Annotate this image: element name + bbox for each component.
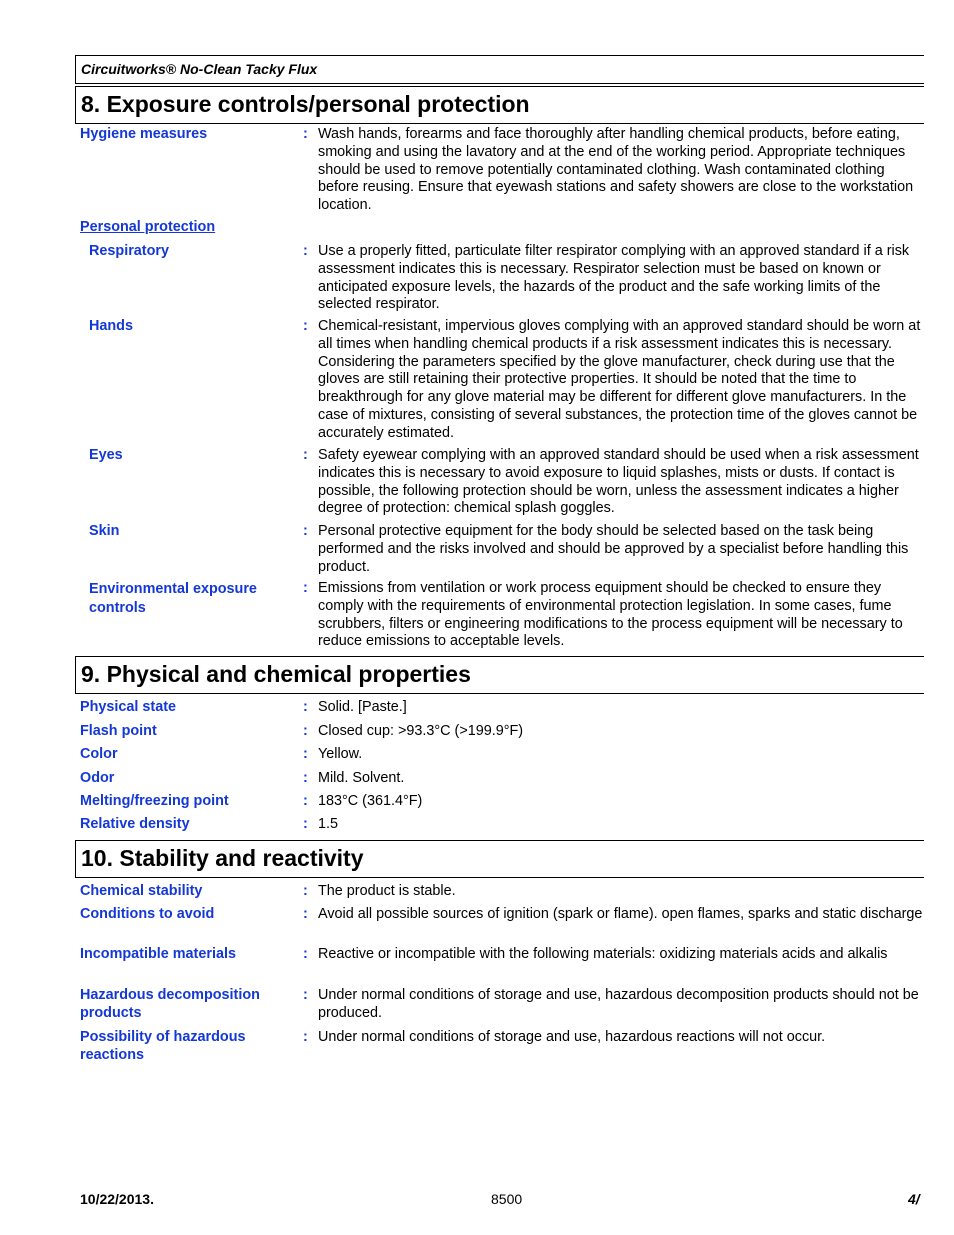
colon: : — [303, 447, 308, 463]
colon: : — [303, 816, 308, 832]
colon: : — [303, 523, 308, 539]
hazardous-reactions-value: Under normal conditions of storage and use, hazardous reactions will not occur. — [318, 1029, 826, 1045]
odor-label: Odor — [80, 770, 115, 786]
hazardous-decomposition-value: Under normal conditions of storage and use, hazardous decomposition products should not be produced. — [318, 987, 919, 1021]
respiratory-label: Respiratory — [89, 243, 169, 259]
relative-density-value: 1.5 — [318, 816, 339, 832]
footer-code: 8500 — [491, 1191, 523, 1207]
section-8-heading — [75, 86, 924, 124]
colon: : — [303, 580, 308, 596]
environmental-exposure-label: Environmental exposure controls — [89, 581, 257, 616]
melting-point-value: 183°C (361.4°F) — [318, 793, 423, 809]
hazardous-decomposition-label: Hazardous decomposition products — [80, 987, 260, 1021]
footer-page-number: 4/ — [908, 1191, 920, 1207]
physical-state-value: Solid. [Paste.] — [318, 699, 407, 715]
hygiene-measures-label: Hygiene measures — [80, 126, 208, 142]
respiratory-value: Use a properly fitted, particulate filter respirator complying with an approved standard if a risk assessment indicates this is necessary. Respirator selection must be based on known or anticipated exposure levels, the hazards of the product and the safe working limits of the selected respirator. — [318, 243, 910, 313]
hazardous-reactions-label: Possibility of hazardous reactions — [80, 1029, 246, 1063]
personal-protection-label: Personal protection — [80, 219, 216, 235]
section-10-heading — [75, 840, 924, 878]
chemical-stability-value: The product is stable. — [318, 883, 456, 899]
colon: : — [303, 126, 308, 142]
document-header — [75, 55, 924, 84]
colon: : — [303, 946, 308, 962]
melting-point-label: Melting/freezing point — [80, 793, 229, 809]
product-title: Circuitworks® No-Clean Tacky Flux — [81, 61, 318, 77]
colon: : — [303, 883, 308, 899]
chemical-stability-label: Chemical stability — [80, 883, 203, 899]
conditions-to-avoid-label: Conditions to avoid — [80, 906, 215, 922]
flash-point-value: Closed cup: >93.3°C (>199.9°F) — [318, 723, 524, 739]
hands-label: Hands — [89, 318, 133, 334]
colon: : — [303, 723, 308, 739]
footer-date: 10/22/2013. — [80, 1191, 154, 1207]
colon: : — [303, 699, 308, 715]
hands-value: Chemical-resistant, impervious gloves complying with an approved standard should be worn at all times when handling chemical products if a risk assessment indicates this is necessary. Considering the parameters specified by the glove manufacturer, check during use that the gloves are still retaining their protective properties. It should be noted that the time to breakthrough for any glove material may be different for different glove manufacturers. In the case of mixtures, consisting of several substances, the protection time of the gloves cannot be accurately estimated. — [318, 318, 921, 441]
incompatible-materials-label: Incompatible materials — [80, 946, 236, 962]
colon: : — [303, 318, 308, 334]
colon: : — [303, 1029, 308, 1045]
section-9-heading — [75, 656, 924, 694]
color-value: Yellow. — [318, 746, 363, 762]
colon: : — [303, 243, 308, 259]
section-10-title: 10. Stability and reactivity — [81, 845, 364, 871]
colon: : — [303, 770, 308, 786]
colon: : — [303, 746, 308, 762]
section-9-title: 9. Physical and chemical properties — [81, 661, 471, 687]
section-8-title: 8. Exposure controls/personal protection — [81, 91, 530, 117]
odor-value: Mild. Solvent. — [318, 770, 405, 786]
colon: : — [303, 906, 308, 922]
color-label: Color — [80, 746, 118, 762]
eyes-value: Safety eyewear complying with an approved standard should be used when a risk assessment indicates this is necessary to avoid exposure to liquid splashes, mists or dusts. If contact is possible, the following protection should be worn, unless the assessment indicates a higher degree of protection: chemical splash goggles. — [318, 447, 919, 517]
flash-point-label: Flash point — [80, 723, 157, 739]
eyes-label: Eyes — [89, 447, 123, 463]
skin-label: Skin — [89, 523, 120, 539]
relative-density-label: Relative density — [80, 816, 190, 832]
physical-state-label: Physical state — [80, 699, 176, 715]
incompatible-materials-value: Reactive or incompatible with the following materials: oxidizing materials acids and alkalis — [318, 946, 888, 962]
hygiene-measures-value: Wash hands, forearms and face thoroughly after handling chemical products, before eating, smoking and using the lavatory and at the end of the working period. Appropriate techniques should be used to remove potentially contaminated clothing. Wash contaminated clothing before reusing. Ensure that eyewash stations and safety showers are close to the workstation location. — [318, 126, 914, 214]
skin-value: Personal protective equipment for the body should be selected based on the task being performed and the risks involved and should be approved by a specialist before handling this product. — [318, 523, 909, 575]
conditions-to-avoid-value: Avoid all possible sources of ignition (spark or flame). open flames, sparks and static discharge — [318, 906, 923, 922]
environmental-exposure-value: Emissions from ventilation or work process equipment should be checked to ensure they comply with the requirements of environmental protection legislation. In some cases, fume scrubbers, filters or engineering modifications to the process equipment will be necessary to reduce emissions to acceptable levels. — [318, 580, 903, 650]
colon: : — [303, 987, 308, 1003]
colon: : — [303, 793, 308, 809]
